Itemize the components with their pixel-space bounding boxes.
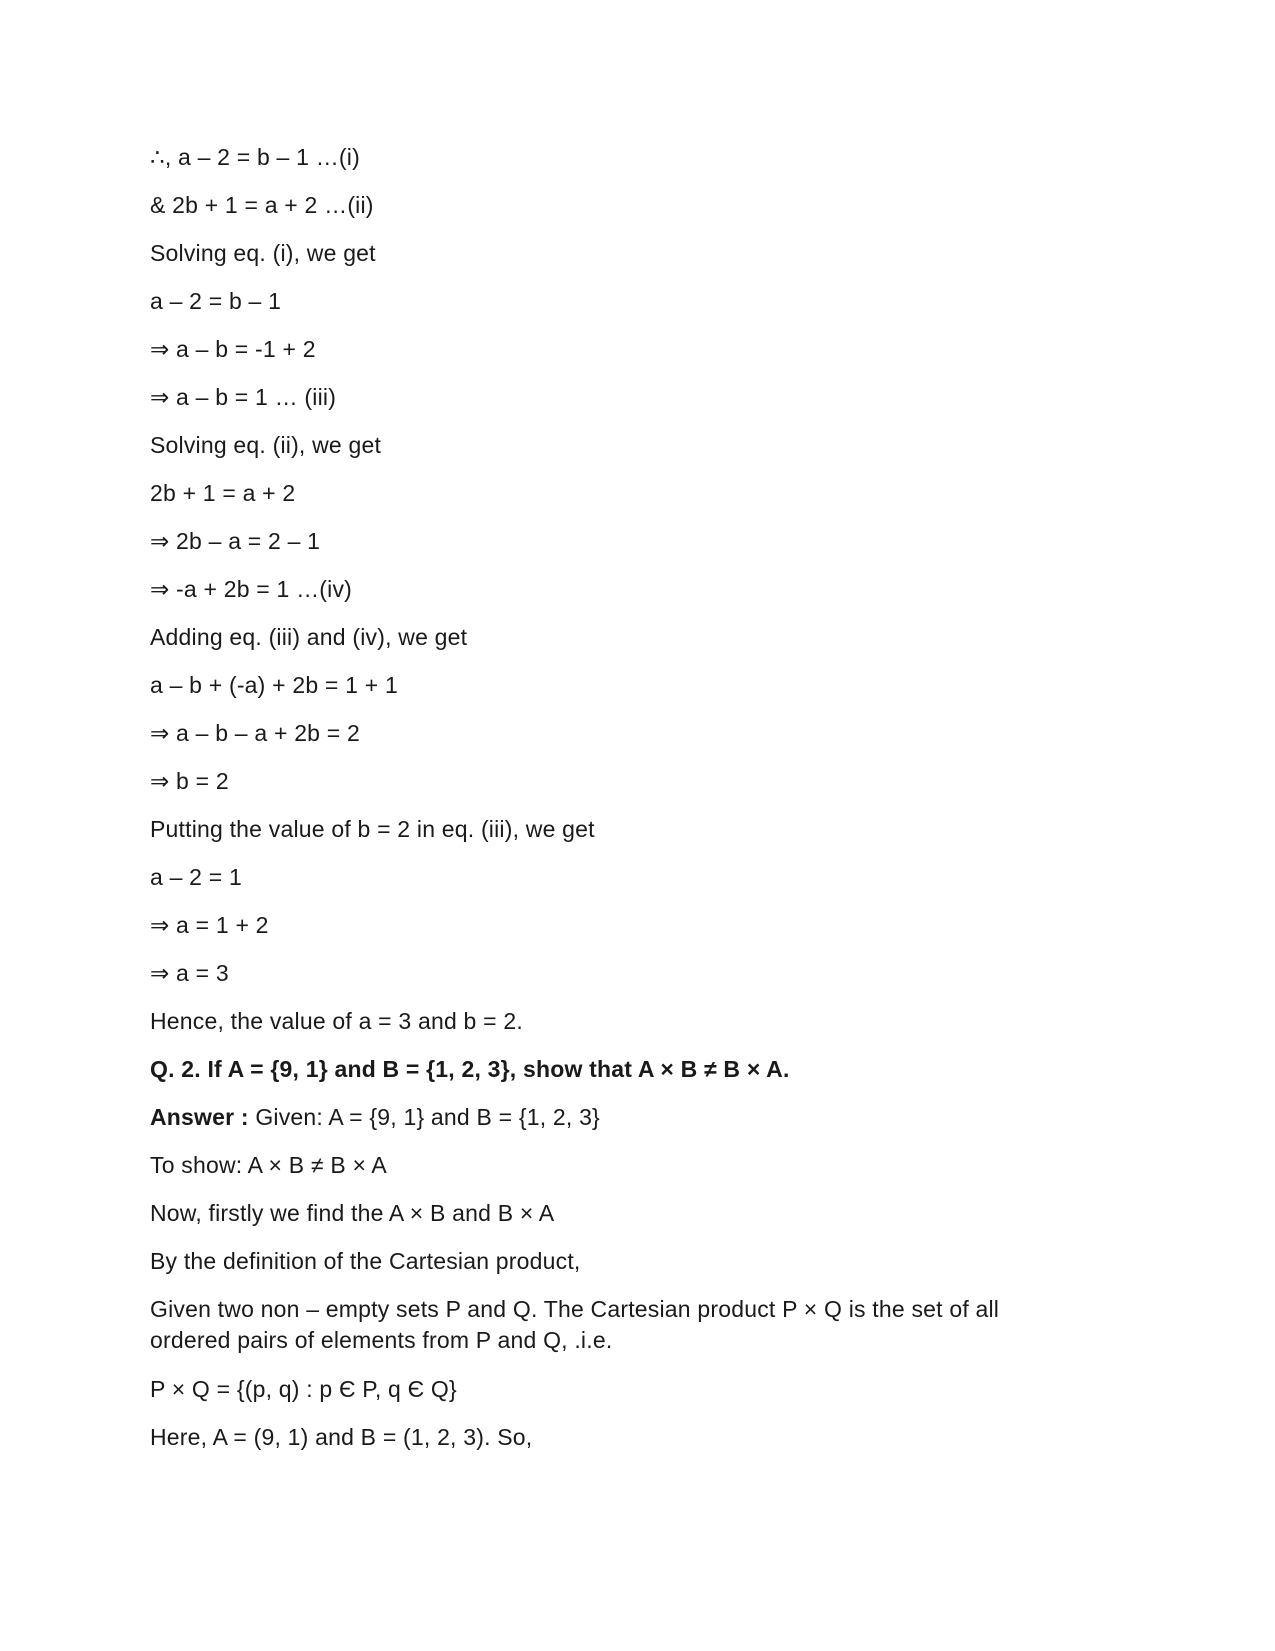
text-line: Hence, the value of a = 3 and b = 2. bbox=[150, 1008, 523, 1034]
text-line: 2b + 1 = a + 2 bbox=[150, 480, 296, 506]
text-line: ⇒ -a + 2b = 1 …(iv) bbox=[150, 576, 353, 602]
text-line: Solving eq. (ii), we get bbox=[150, 432, 382, 458]
text-line: Now, firstly we find the A × B and B × A bbox=[150, 1200, 555, 1226]
text-line: a – 2 = 1 bbox=[150, 864, 242, 890]
text-line: P × Q = {(p, q) : p Є P, q Є Q} bbox=[150, 1376, 457, 1402]
text-line: Solving eq. (i), we get bbox=[150, 240, 376, 266]
text-line: Adding eq. (iii) and (iv), we get bbox=[150, 624, 468, 650]
answer-line bbox=[150, 1102, 1080, 1132]
text-line: ⇒ a – b = -1 + 2 bbox=[150, 336, 316, 362]
text-line: Here, A = (9, 1) and B = (1, 2, 3). So, bbox=[150, 1424, 533, 1450]
text-line: & 2b + 1 = a + 2 …(ii) bbox=[150, 192, 374, 218]
text-line: ⇒ a – b – a + 2b = 2 bbox=[150, 720, 360, 746]
text-line: ⇒ a = 1 + 2 bbox=[150, 912, 269, 938]
text-line: To show: A × B ≠ B × A bbox=[150, 1152, 387, 1178]
text-line: a – b + (-a) + 2b = 1 + 1 bbox=[150, 672, 398, 698]
text-line: a – 2 = b – 1 bbox=[150, 288, 282, 314]
answer-label: Answer : bbox=[150, 1104, 249, 1130]
answer-text: Given: A = {9, 1} and B = {1, 2, 3} bbox=[255, 1104, 600, 1130]
text-line: ⇒ a = 3 bbox=[150, 960, 229, 986]
text-line: By the definition of the Cartesian product, bbox=[150, 1248, 581, 1274]
definition-paragraph: Given two non – empty sets P and Q. The Cartesian product P × Q is the set of all ordered pairs of elements from P and Q, .i.e. bbox=[150, 1296, 1000, 1353]
text-line: ⇒ 2b – a = 2 – 1 bbox=[150, 528, 321, 554]
text-line: ∴, a – 2 = b – 1 …(i) bbox=[150, 144, 360, 170]
text-line: ⇒ a – b = 1 … (iii) bbox=[150, 384, 337, 410]
question-heading: Q. 2. If A = {9, 1} and B = {1, 2, 3}, show that A × B ≠ B × A. bbox=[150, 1056, 790, 1082]
text-line: Putting the value of b = 2 in eq. (iii), we get bbox=[150, 816, 595, 842]
page-content bbox=[150, 142, 1080, 1470]
text-line: ⇒ b = 2 bbox=[150, 768, 229, 794]
